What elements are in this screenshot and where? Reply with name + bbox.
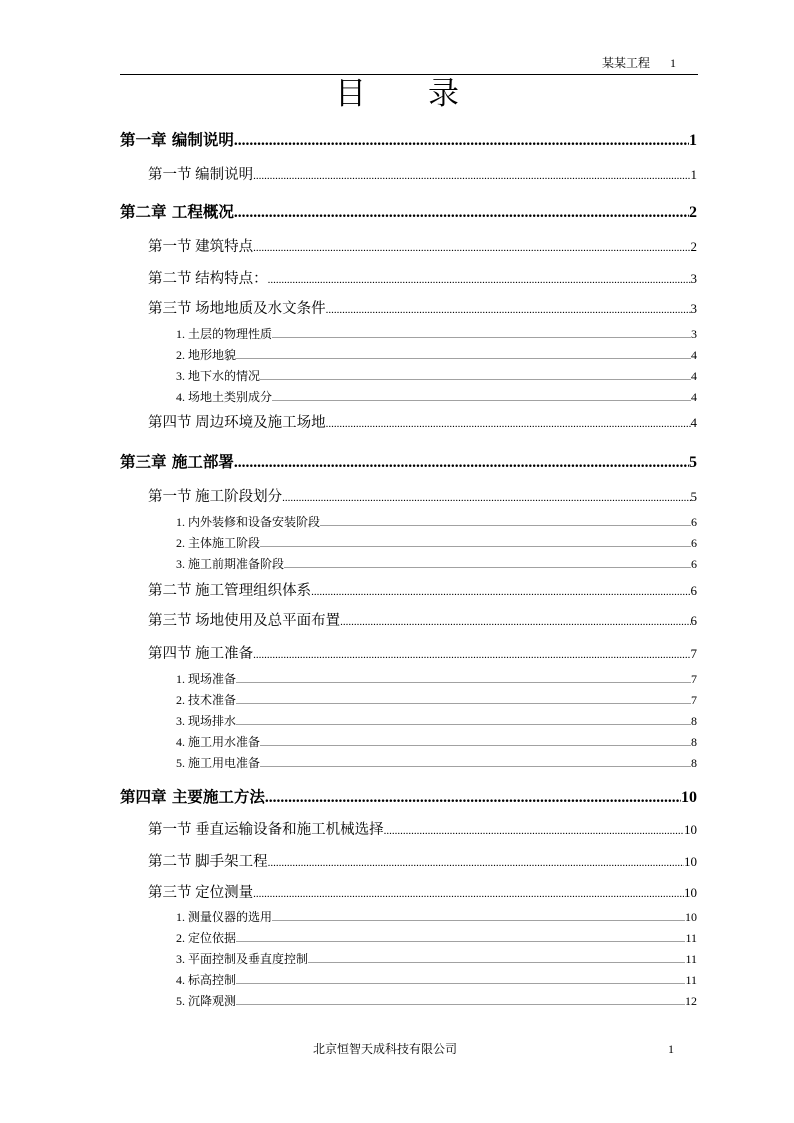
toc-entry-page-number: 4 xyxy=(691,390,697,404)
toc-entry-label: 1. 测量仪器的选用 xyxy=(176,910,273,924)
toc-entry-page-number: 10 xyxy=(681,789,697,806)
toc-dot-leader xyxy=(268,271,691,289)
toc-entry-page-number: 11 xyxy=(685,952,697,966)
toc-section-entry[interactable] xyxy=(148,582,697,601)
toc-section-entry[interactable] xyxy=(148,645,697,664)
toc-dot-leader xyxy=(236,673,691,688)
toc-entry-page-number: 4 xyxy=(691,369,697,383)
footer-page-number: 1 xyxy=(668,1042,674,1056)
toc-dot-leader xyxy=(272,391,691,406)
toc-dot-leader xyxy=(234,203,689,223)
toc-entry-label: 2. 地形地貌 xyxy=(176,348,237,362)
toc-subsection-entry[interactable] xyxy=(176,536,697,552)
toc-entry-page-number: 2 xyxy=(690,239,697,254)
toc-title: 目录 xyxy=(335,76,521,112)
toc-entry-page-number: 12 xyxy=(685,994,697,1008)
toc-entry-label: 4. 标高控制 xyxy=(176,973,237,987)
toc-dot-leader xyxy=(234,453,689,473)
toc-entry-page-number: 8 xyxy=(691,735,697,749)
toc-subsection-entry[interactable] xyxy=(176,973,697,989)
toc-entry-label: 2. 定位依据 xyxy=(176,931,237,945)
toc-entry-page-number: 2 xyxy=(689,204,697,221)
toc-entry-page-number: 6 xyxy=(690,613,697,628)
toc-dot-leader xyxy=(253,885,684,903)
toc-entry-label: 4. 场地土类别成分 xyxy=(176,390,273,404)
toc-subsection-entry[interactable] xyxy=(176,327,697,343)
toc-entry-page-number: 11 xyxy=(685,931,697,945)
toc-dot-leader xyxy=(308,953,685,968)
toc-subsection-entry[interactable] xyxy=(176,931,697,947)
toc-entry-page-number: 4 xyxy=(690,415,697,430)
toc-entry-label: 第一节 建筑特点 xyxy=(148,239,254,255)
toc-dot-leader xyxy=(236,715,691,730)
toc-subsection-entry[interactable] xyxy=(176,693,697,709)
toc-subsection-entry[interactable] xyxy=(176,952,697,968)
toc-entry-label: 第三章 施工部署 xyxy=(120,453,234,471)
toc-subsection-entry[interactable] xyxy=(176,672,697,688)
toc-entry-page-number: 7 xyxy=(691,672,697,686)
toc-entry-page-number: 3 xyxy=(690,271,697,286)
toc-entry-label: 第二节 施工管理组织体系 xyxy=(148,583,312,599)
toc-subsection-entry[interactable] xyxy=(176,756,697,772)
toc-entry-page-number: 10 xyxy=(684,885,697,900)
toc-entry-label: 1. 内外装修和设备安装阶段 xyxy=(176,515,321,529)
toc-entry-label: 第一节 编制说明 xyxy=(148,167,254,183)
toc-section-entry[interactable] xyxy=(148,270,697,289)
footer-company-name: 北京恒智天成科技有限公司 xyxy=(312,1042,457,1056)
toc-subsection-entry[interactable] xyxy=(176,369,697,385)
toc-subsection-entry[interactable] xyxy=(176,557,697,573)
toc-entry-label: 第一节 施工阶段划分 xyxy=(148,489,283,505)
toc-subsection-entry[interactable] xyxy=(176,515,697,531)
toc-dot-leader xyxy=(260,370,691,385)
toc-dot-leader xyxy=(236,995,685,1010)
toc-dot-leader xyxy=(260,537,691,552)
toc-entry-label: 第三节 场地地质及水文条件 xyxy=(148,301,326,317)
toc-entry-label: 第三节 定位测量 xyxy=(148,885,254,901)
toc-chapter-entry[interactable] xyxy=(120,130,697,151)
page-header xyxy=(120,56,698,75)
toc-entry-page-number: 3 xyxy=(691,327,697,341)
toc-section-entry[interactable] xyxy=(148,884,697,903)
toc-dot-leader xyxy=(282,489,690,507)
toc-entry-label: 第一章 编制说明 xyxy=(120,131,234,149)
toc-subsection-entry[interactable] xyxy=(176,714,697,730)
toc-chapter-entry[interactable] xyxy=(120,202,697,223)
toc-dot-leader xyxy=(340,613,690,631)
toc-entry-page-number: 5 xyxy=(690,489,697,504)
toc-section-entry[interactable] xyxy=(148,488,697,507)
toc-dot-leader xyxy=(236,932,685,947)
toc-entry-page-number: 6 xyxy=(691,557,697,571)
toc-section-entry[interactable] xyxy=(148,166,697,185)
toc-section-entry[interactable] xyxy=(148,414,697,433)
toc-chapter-entry[interactable] xyxy=(120,787,697,808)
toc-chapter-entry[interactable] xyxy=(120,452,697,473)
toc-entry-page-number: 6 xyxy=(691,515,697,529)
toc-dot-leader xyxy=(272,328,691,343)
toc-entry-page-number: 1 xyxy=(689,132,697,149)
toc-section-entry[interactable] xyxy=(148,821,697,840)
toc-entry-page-number: 4 xyxy=(691,348,697,362)
toc-entry-label: 3. 平面控制及垂直度控制 xyxy=(176,952,309,966)
toc-dot-leader xyxy=(236,694,691,709)
toc-entry-page-number: 10 xyxy=(684,854,697,869)
toc-entry-page-number: 11 xyxy=(685,973,697,987)
toc-dot-leader xyxy=(326,301,691,319)
toc-entry-page-number: 8 xyxy=(691,756,697,770)
toc-dot-leader xyxy=(384,822,684,840)
toc-dot-leader xyxy=(272,911,685,926)
toc-dot-leader xyxy=(320,516,691,531)
toc-entry-page-number: 3 xyxy=(690,301,697,316)
toc-entry-label: 2. 主体施工阶段 xyxy=(176,536,261,550)
toc-entry-label: 3. 地下水的情况 xyxy=(176,369,261,383)
toc-subsection-entry[interactable] xyxy=(176,994,697,1010)
toc-dot-leader xyxy=(268,854,684,872)
toc-dot-leader xyxy=(234,131,689,151)
toc-entry-page-number: 10 xyxy=(684,822,697,837)
toc-dot-leader xyxy=(236,349,691,364)
toc-dot-leader xyxy=(311,583,690,601)
toc-entry-page-number: 1 xyxy=(690,167,697,182)
toc-entry-label: 第二节 结构特点： xyxy=(148,271,268,287)
toc-section-entry[interactable] xyxy=(148,612,697,631)
toc-subsection-entry[interactable] xyxy=(176,390,697,406)
toc-entry-label: 1. 土层的物理性质 xyxy=(176,327,273,341)
toc-subsection-entry[interactable] xyxy=(176,910,697,926)
toc-entry-label: 5. 施工用电准备 xyxy=(176,756,261,770)
toc-section-entry[interactable] xyxy=(148,238,697,257)
toc-dot-leader xyxy=(326,415,691,433)
header-project-name: 某某工程 xyxy=(601,56,650,70)
toc-entry-label: 第二章 工程概况 xyxy=(120,203,234,221)
toc-entry-page-number: 7 xyxy=(690,646,697,661)
toc-entry-page-number: 8 xyxy=(691,714,697,728)
toc-subsection-entry[interactable] xyxy=(176,735,697,751)
toc-section-entry[interactable] xyxy=(148,853,697,872)
toc-entry-page-number: 6 xyxy=(690,583,697,598)
toc-entry-page-number: 10 xyxy=(685,910,697,924)
toc-entry-label: 第一节 垂直运输设备和施工机械选择 xyxy=(148,822,384,838)
toc-section-entry[interactable] xyxy=(148,300,697,319)
toc-entry-label: 第四章 主要施工方法 xyxy=(120,788,265,806)
toc-entry-page-number: 6 xyxy=(691,536,697,550)
toc-dot-leader xyxy=(253,646,690,664)
toc-entry-label: 第四节 周边环境及施工场地 xyxy=(148,415,326,431)
toc-dot-leader xyxy=(236,974,685,989)
toc-entry-label: 4. 施工用水准备 xyxy=(176,735,261,749)
toc-subsection-entry[interactable] xyxy=(176,348,697,364)
toc-entry-label: 5. 沉降观测 xyxy=(176,994,237,1008)
toc-entry-label: 第三节 场地使用及总平面布置 xyxy=(148,613,341,629)
toc-entry-label: 3. 现场排水 xyxy=(176,714,237,728)
toc-dot-leader xyxy=(284,558,691,573)
toc-dot-leader xyxy=(260,736,691,751)
header-page-number: 1 xyxy=(670,56,676,70)
toc-entry-label: 2. 技术准备 xyxy=(176,693,237,707)
toc-entry-page-number: 7 xyxy=(691,693,697,707)
toc-dot-leader xyxy=(253,239,690,257)
toc-entry-label: 第二节 脚手架工程 xyxy=(148,854,268,870)
toc-dot-leader xyxy=(253,167,690,185)
toc-entry-label: 3. 施工前期准备阶段 xyxy=(176,557,285,571)
toc-entry-page-number: 5 xyxy=(689,454,697,471)
toc-entry-label: 第四节 施工准备 xyxy=(148,646,254,662)
toc-dot-leader xyxy=(265,788,681,808)
toc-dot-leader xyxy=(260,757,691,772)
toc-entry-label: 1. 现场准备 xyxy=(176,672,237,686)
